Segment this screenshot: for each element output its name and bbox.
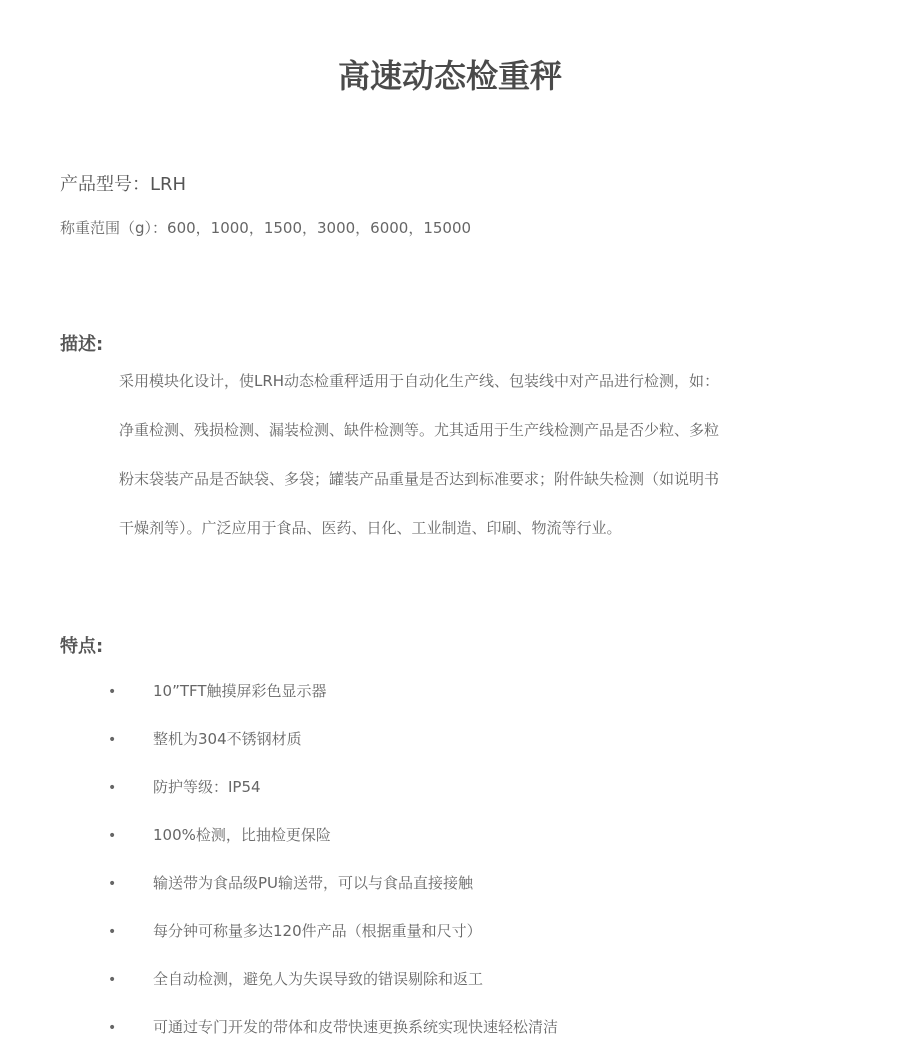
description-line: 干燥剂等）。广泛应用于食品、医药、日化、工业制造、印刷、物流等行业。 [119, 519, 622, 537]
description-line: 净重检测、残损检测、漏装检测、缺件检测等。尤其适用于生产线检测产品是否少粒、多粒 [119, 421, 720, 439]
description-heading: 描述: [60, 334, 104, 355]
bullet-icon: • [108, 684, 117, 700]
bullet-icon: • [108, 972, 117, 988]
description-line: 粉末袋装产品是否缺袋、多袋；罐装产品重量是否达到标准要求；附件缺失检测（如说明书 [119, 470, 720, 488]
feature-text: 可通过专门开发的带体和皮带快速更换系统实现快速轻松清洁 [153, 1018, 559, 1036]
list-item [108, 823, 558, 871]
list-item [108, 871, 558, 919]
feature-text: 每分钟可称量多达120件产品（根据重量和尺寸） [153, 922, 482, 940]
list-item [108, 919, 558, 967]
weighing-range: 称重范围（g）：600，1000，1500，3000，6000，15000 [60, 219, 472, 237]
features-list [108, 679, 558, 1063]
list-item [108, 1015, 558, 1063]
product-model: 产品型号：LRH [60, 174, 187, 195]
bullet-icon: • [108, 828, 117, 844]
feature-text: 全自动检测，避免人为失误导致的错误剔除和返工 [153, 970, 484, 988]
bullet-icon: • [108, 780, 117, 796]
feature-text: 输送带为食品级PU输送带，可以与食品直接接触 [153, 874, 474, 892]
bullet-icon: • [108, 924, 117, 940]
bullet-icon: • [108, 876, 117, 892]
feature-text: 整机为304不锈钢材质 [153, 730, 302, 748]
features-heading: 特点: [60, 636, 104, 657]
page-title: 高速动态检重秤 [337, 57, 562, 95]
description-body [119, 369, 789, 565]
description-line: 采用模块化设计，使LRH动态检重秤适用于自动化生产线、包装线中对产品进行检测，如： [119, 372, 720, 390]
list-item [108, 679, 558, 727]
feature-text: 10”TFT触摸屏彩色显示器 [153, 682, 327, 700]
list-item [108, 775, 558, 823]
list-item [108, 967, 558, 1015]
bullet-icon: • [108, 1020, 117, 1036]
bullet-icon: • [108, 732, 117, 748]
feature-text: 100%检测，比抽检更保险 [153, 826, 331, 844]
list-item [108, 727, 558, 775]
feature-text: 防护等级：IP54 [153, 778, 261, 796]
